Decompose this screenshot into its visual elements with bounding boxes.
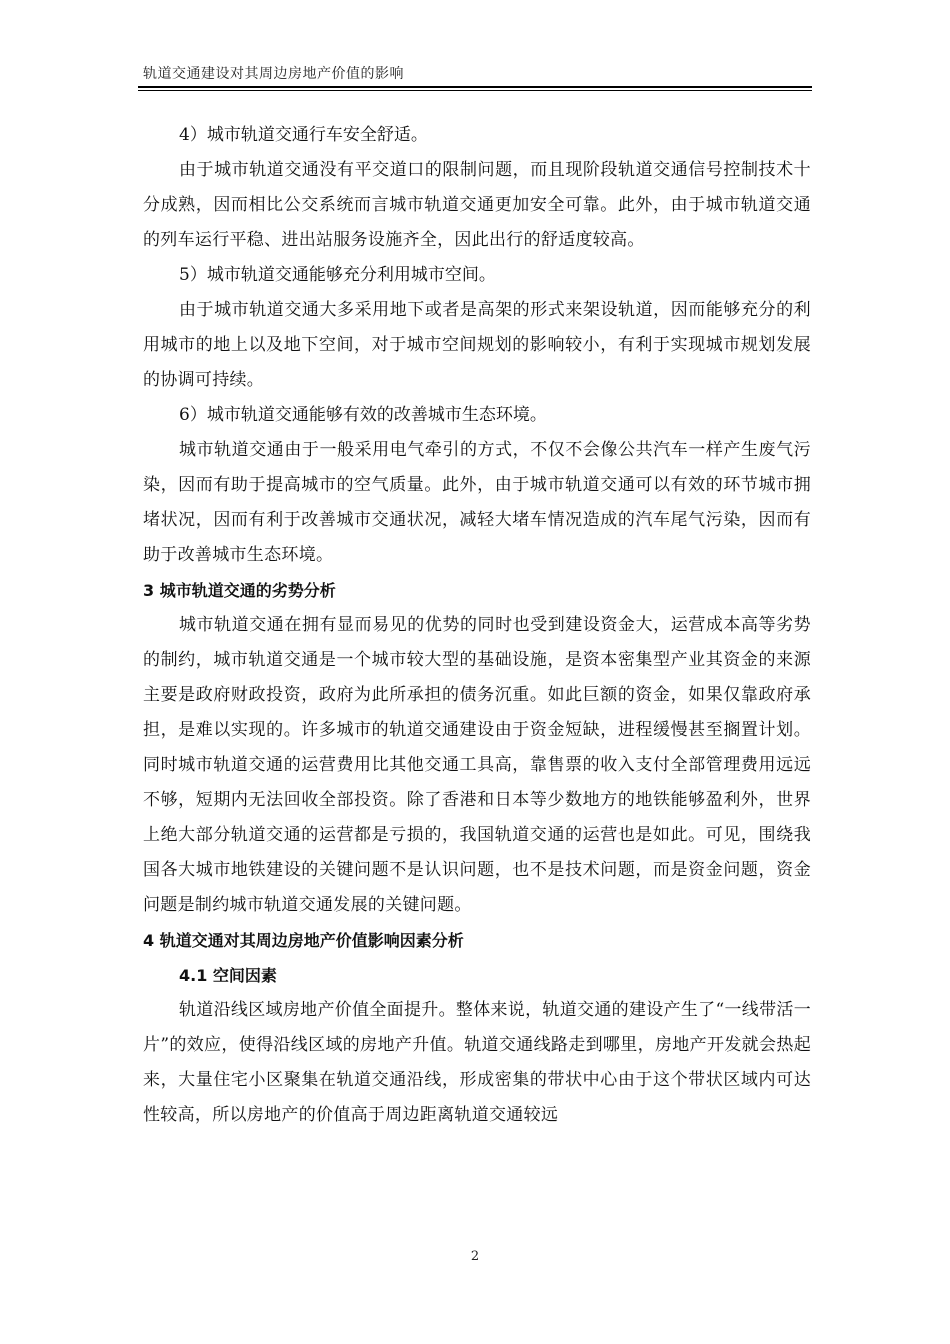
page-number: 2 <box>470 1249 480 1264</box>
document-body <box>143 118 811 1133</box>
list-item-title: 4）城市轨道交通行车安全舒适。 <box>179 125 428 145</box>
subsection-heading: 4.1 空间因素 <box>179 966 277 985</box>
running-header: 轨道交通建设对其周边房地产价值的影响 <box>143 66 404 82</box>
list-item-title: 5）城市轨道交通能够充分利用城市空间。 <box>179 265 496 285</box>
section-heading: 3 城市轨道交通的劣势分析 <box>143 581 336 600</box>
header-rule-thin <box>138 90 812 91</box>
paragraph: 城市轨道交通在拥有显而易见的优势的同时也受到建设资金大，运营成本高等劣势的制约，城市轨道交通是一个城市较大型的基础设施，是资本密集型产业其资金的来源主要是政府财政投资，政府为此所承担的债务沉重。如此巨额的资金，如果仅靠政府承担，是难以实现的。许多城市的轨道交通建设由于资金短缺，进程缓慢甚至搁置计划。同时城市轨道交通的运营费用比其他交通工具高，靠售票的收入支付全部管理费用远远不够，短期内无法回收全部投资。除了香港和日本等少数地方的地铁能够盈利外，世界上绝大部分轨道交通的运营都是亏损的，我国轨道交通的运营也是如此。可见，围绕我国各大城市地铁建设的关键问题不是认识问题，也不是技术问题，而是资金问题，资金问题是制约城市轨道交通发展的关键问题。 <box>143 615 811 915</box>
section-heading: 4 轨道交通对其周边房地产价值影响因素分析 <box>143 931 464 950</box>
list-item-title: 6）城市轨道交通能够有效的改善城市生态环境。 <box>179 405 547 425</box>
paragraph: 轨道沿线区域房地产价值全面提升。整体来说，轨道交通的建设产生了“一线带活一片”的效应，使得沿线区域的房地产升值。轨道交通线路走到哪里，房地产开发就会热起来，大量住宅小区聚集在轨道交通沿线，形成密集的带状中心由于这个带状区域内可达性较高，所以房地产的价值高于周边距离轨道交通较远 <box>143 1000 811 1125</box>
header-rule <box>138 86 812 88</box>
paragraph: 城市轨道交通由于一般采用电气牵引的方式，不仅不会像公共汽车一样产生废气污染，因而有助于提高城市的空气质量。此外，由于城市轨道交通可以有效的环节城市拥堵状况，因而有利于改善城市交通状况，减轻大堵车情况造成的汽车尾气污染，因而有助于改善城市生态环境。 <box>143 440 811 565</box>
paragraph: 由于城市轨道交通大多采用地下或者是高架的形式来架设轨道，因而能够充分的利用城市的地上以及地下空间，对于城市空间规划的影响较小，有利于实现城市规划发展的协调可持续。 <box>143 300 811 390</box>
paragraph: 由于城市轨道交通没有平交道口的限制问题，而且现阶段轨道交通信号控制技术十分成熟，因而相比公交系统而言城市轨道交通更加安全可靠。此外，由于城市轨道交通的列车运行平稳、进出站服务设施齐全，因此出行的舒适度较高。 <box>143 160 811 250</box>
